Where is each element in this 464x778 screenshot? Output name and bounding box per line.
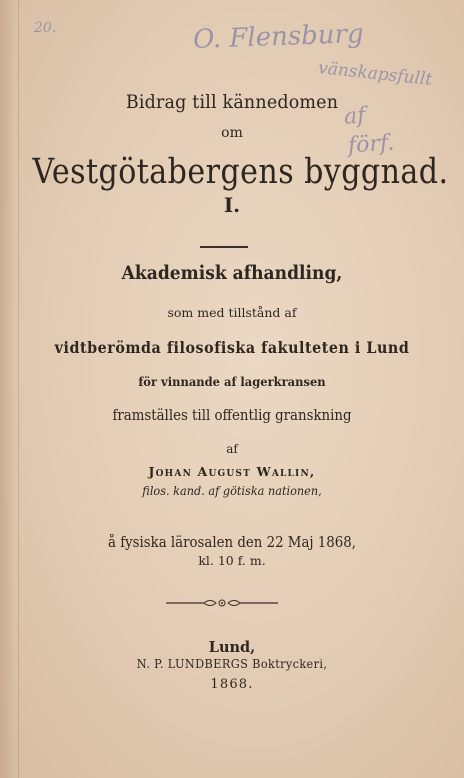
handwritten-corner-mark: 20. (34, 20, 57, 36)
subtitle: Akademisk afhandling, (121, 262, 343, 284)
purpose-line: för vinnande af lagerkransen (138, 374, 326, 389)
by-line: af (226, 442, 238, 456)
ornament-divider (166, 597, 278, 609)
title-line-2: om (221, 125, 243, 141)
imprint-year: 1868. (210, 677, 254, 692)
presented-line: framställes till offentlig granskning (112, 408, 352, 424)
author-affiliation: filos. kand. af götiska nationen, (142, 484, 322, 498)
title-line-1: Bidrag till kännedomen (125, 91, 339, 113)
venue-line: å fysiska lärosalen den 22 Maj 1868, (108, 535, 356, 551)
title-divider (200, 246, 248, 248)
imprint-place: Lund, (208, 639, 256, 656)
imprint-printer: N. P. LUNDBERGS Boktryckeri, (136, 657, 328, 671)
handwritten-dedication-line4: förf. (347, 130, 396, 159)
handwritten-dedication-line2: vänskapsfullt (317, 58, 434, 90)
time-line: kl. 10 f. m. (198, 553, 266, 568)
main-title: Vestgötabergens byggnad. (32, 152, 449, 192)
permission-line: som med tillstånd af (167, 305, 297, 320)
handwritten-dedication-line3: af (343, 103, 367, 130)
handwritten-dedication-name: O. Flensburg (192, 19, 365, 55)
part-number: I. (223, 193, 241, 217)
faculty-line: vidtberömda filosofiska fakulteten i Lund (54, 338, 410, 357)
author-name: Johan August Wallin, (148, 464, 316, 479)
